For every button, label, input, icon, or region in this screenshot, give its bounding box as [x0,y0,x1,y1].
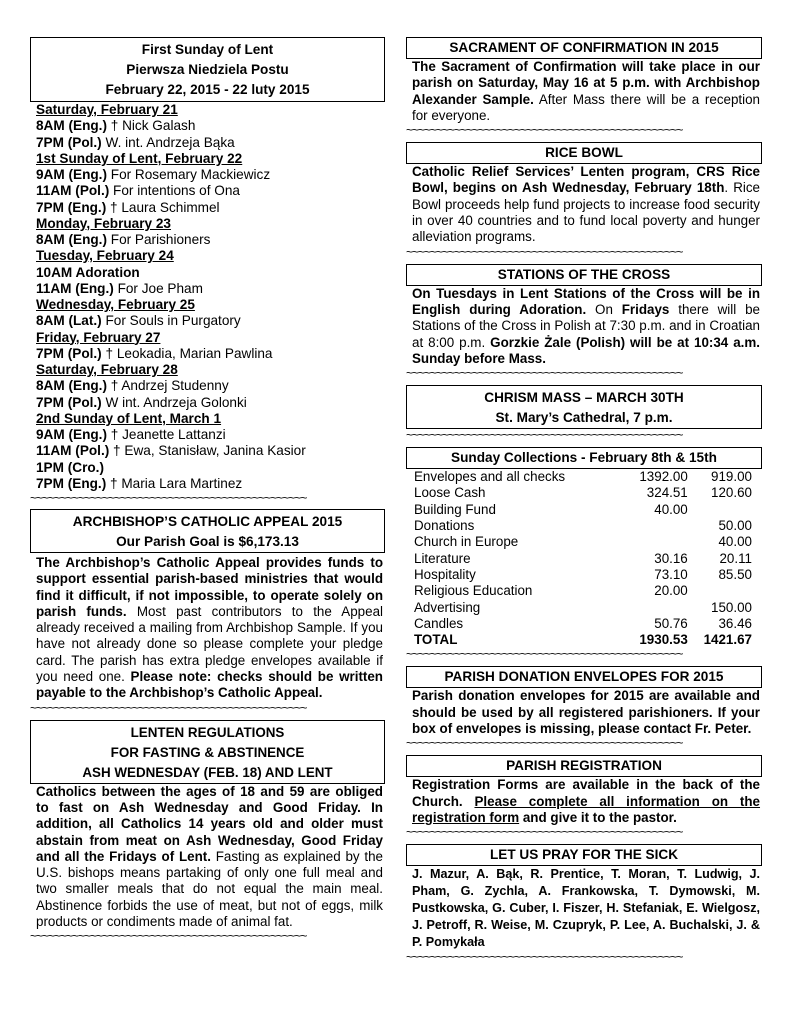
left-column [30,37,385,942]
collections-table-wrap [406,469,762,648]
collection-feb8 [610,534,688,550]
mass-time: 11AM (Pol.) [36,443,110,459]
appeal-body [30,552,385,702]
schedule-mass [36,476,385,492]
mass-time: 7PM (Pol.) [36,134,102,150]
collection-label: Candles [414,615,464,631]
envelopes-title: PARISH DONATION ENVELOPES FOR 2015 [444,669,724,685]
sick-header [406,844,762,866]
registration-body [406,777,762,826]
registration-bold: Registration Forms are available in the back of the Church. [412,777,760,809]
stations-title: STATIONS OF THE CROSS [497,266,671,282]
mass-time: 10AM Adoration [36,264,140,280]
collection-label: TOTAL [414,632,458,648]
mass-intention: For intentions of Ona [109,183,240,199]
confirmation-bold: The Sacrament of Confirmation will take place in our parish on Saturday, May 16 at 5 p.m. with Archbishop Alexander Sample. [412,59,760,107]
table-row [414,616,752,632]
collection-label: Advertising [414,599,481,615]
schedule-mass [36,183,385,199]
schedule-title: First Sunday of Lent [141,42,274,57]
collection-label: Building Fund [414,501,496,517]
mass-time: 8AM (Eng.) [36,118,107,134]
stations-bold: On Tuesdays in Lent Stations of the Cross will be in English during Adoration. [412,285,760,317]
collection-feb15: 40.00 [718,534,752,550]
lenten-subtitle-2: ASH WEDNESDAY (FEB. 18) AND LENT [82,764,333,780]
collection-feb8: 73.10 [654,566,688,582]
schedule-title-polish: Pierwsza Niedziela Postu [126,62,289,77]
collection-feb15: 36.46 [718,615,752,631]
schedule-mass [36,167,385,183]
divider: ~~~~~~~~~~~~~~~~~~~~~~~~~~~~~~~~~~~~~~~~~~~~~~ [406,429,683,442]
schedule-day: Wednesday, February 25 [36,297,195,312]
rice-bowl-bold: Catholic Relief Services’ Lenten program, CRS Rice Bowl, begins on Ash Wednesday, February 18th [412,164,760,196]
lenten-text: Fasting as explained by the U.S. bishops means partaking of only one full meal and two smaller meals that do not equal the main meal. Abstinence forbids the use of meat, but not of eggs, milk products or condiments made of animal fat. [36,848,384,930]
schedule-mass [36,265,385,281]
collection-feb15: 1421.67 [703,632,752,648]
stations-text: On [586,301,622,317]
registration-header [406,755,762,777]
collection-label: Religious Education [414,583,533,599]
mass-schedule [30,102,385,492]
mass-intention: † Leokadia, Marian Pawlina [101,345,273,361]
schedule-header [30,37,385,102]
rice-bowl-text: . Rice Bowl proceeds help fund projects to increase food security in over 40 countries and to fund local poverty and hunger alleviation programs. [412,180,761,245]
registration-title: PARISH REGISTRATION [506,758,662,774]
mass-time: 8AM (Eng.) [36,232,107,247]
collection-label: Church in Europe [414,534,519,550]
collection-feb15: 919.00 [711,469,752,485]
table-row [414,632,752,648]
divider: ~~~~~~~~~~~~~~~~~~~~~~~~~~~~~~~~~~~~~~~~~~~~~~ [406,245,683,258]
mass-time: 9AM (Eng.) [36,167,107,182]
mass-intention: † Laura Schimmel [106,199,220,215]
schedule-day: Saturday, February 28 [36,362,178,377]
stations-gorzkie: Gorzkie Żale (Polish) will be at 10:34 a.m. Sunday before Mass. [412,334,761,366]
envelopes-body [406,688,762,737]
mass-time: 8AM (Lat.) [36,313,102,329]
collection-feb15: 20.11 [719,550,752,566]
divider: ~~~~~~~~~~~~~~~~~~~~~~~~~~~~~~~~~~~~~~~~~~~~~~ [406,951,683,964]
table-row [414,534,752,550]
schedule-mass [36,346,385,362]
rice-bowl-body [406,164,762,245]
schedule-day: 1st Sunday of Lent, February 22 [36,150,243,166]
divider: ~~~~~~~~~~~~~~~~~~~~~~~~~~~~~~~~~~~~~~~~~~~~~~ [406,124,683,137]
schedule-mass [36,200,385,216]
appeal-title: ARCHBISHOP’S CATHOLIC APPEAL 2015 [72,514,343,529]
table-row [414,551,752,567]
lenten-title: LENTEN REGULATIONS [130,724,285,740]
confirmation-text: After Mass there will be a reception for everyone. [412,91,761,123]
mass-intention: † Maria Lara Martinez [106,475,243,491]
lenten-subtitle: FOR FASTING & ABSTINENCE [110,744,305,760]
schedule-day: Saturday, February 21 [36,102,178,117]
schedule-mass [36,118,385,134]
collection-feb8: 20.00 [654,583,688,599]
confirmation-header [406,37,762,59]
collection-feb15 [688,583,752,599]
schedule-mass [36,443,385,459]
schedule-day: Friday, February 27 [36,329,161,345]
collections-title: Sunday Collections - February 8th & 15th [451,450,717,466]
mass-intention: † Andrzej Studenny [106,378,229,394]
mass-intention: For Parishioners [106,232,211,247]
stations-text-2: there will be Stations of the Cross in Polish at 7:30 p.m. and in Croatian at 8:00 p.m. [412,301,760,350]
lenten-body [30,784,385,931]
confirmation-title: SACRAMENT OF CONFIRMATION IN 2015 [449,40,719,55]
sick-title: LET US PRAY FOR THE SICK [489,847,679,863]
table-row [414,518,752,534]
table-row [414,485,752,501]
mass-intention: † Ewa, Stanisław, Janina Kasior [109,443,306,459]
collection-feb8: 324.51 [646,485,688,501]
mass-intention: For Rosemary Mackiewicz [106,167,271,182]
stations-header [406,264,762,286]
collection-feb8: 1392.00 [639,469,688,485]
divider: ~~~~~~~~~~~~~~~~~~~~~~~~~~~~~~~~~~~~~~~~~~~~~~ [406,737,683,750]
chrism-header [406,385,762,429]
divider: ~~~~~~~~~~~~~~~~~~~~~~~~~~~~~~~~~~~~~~~~~~~~~~ [30,492,307,504]
schedule-dates: February 22, 2015 - 22 luty 2015 [105,82,310,97]
stations-body [406,286,762,367]
schedule-mass [36,378,385,394]
table-row [414,567,752,583]
collection-feb8 [610,600,688,616]
collection-feb8: 30.16 [654,550,688,566]
rice-bowl-header [406,142,762,164]
table-row [414,469,752,485]
collection-label: Literature [414,550,471,566]
schedule-mass [36,395,385,411]
mass-time: 9AM (Eng.) [36,427,107,442]
collection-feb15: 85.50 [718,566,752,582]
table-row [414,600,752,616]
divider: ~~~~~~~~~~~~~~~~~~~~~~~~~~~~~~~~~~~~~~~~~~~~~~ [406,648,683,661]
schedule-mass [36,232,385,248]
stations-fridays: Fridays [621,301,670,317]
appeal-note: Please note: checks should be written payable to the Archbishop’s Catholic Appeal. [36,669,383,701]
right-column [406,37,762,963]
appeal-text: Most past contributors to the Appeal already received a mailing from Archbishop Sample. If you have not already done so please complete your pledge card. The parish has extra pledge envelopes available if you need one. [36,603,383,685]
mass-intention: For Joe Pham [113,280,203,296]
lenten-header [30,720,385,784]
collection-feb8: 40.00 [654,501,688,517]
collection-label: Envelopes and all checks [414,469,566,485]
mass-time: 1PM (Cro.) [36,459,104,475]
collection-label: Hospitality [414,566,476,582]
collection-label: Donations [414,518,475,534]
schedule-mass [36,281,385,297]
envelopes-header [406,666,762,688]
mass-time: 8AM (Eng.) [36,378,107,394]
collection-feb15: 120.60 [711,485,752,501]
lenten-bold: Catholics between the ages of 18 and 59 are obliged to fast on Ash Wednesday and Good Friday. In addition, all Catholics 14 years old and older must abstain from meat on Ash Wednesday, Good Friday and all the Fridays of Lent. [36,783,383,864]
divider: ~~~~~~~~~~~~~~~~~~~~~~~~~~~~~~~~~~~~~~~~~~~~~~ [406,367,683,380]
mass-intention: W. int. Andrzeja Bąka [101,134,235,150]
collection-feb15: 150.00 [711,599,752,615]
sick-body [406,866,762,951]
mass-intention: † Nick Galash [106,118,196,134]
mass-intention: † Jeanette Lattanzi [106,427,226,442]
mass-intention: For Souls in Purgatory [101,313,241,329]
chrism-location: St. Mary’s Cathedral, 7 p.m. [495,410,673,426]
collection-feb15: 50.00 [718,518,752,534]
collection-feb8: 1930.53 [639,632,688,648]
schedule-mass [36,313,385,329]
collections-header [406,447,762,469]
table-row [414,583,752,599]
mass-time: 7PM (Pol.) [36,345,102,361]
envelopes-text: Parish donation envelopes for 2015 are available and should be used by all registered parishioners. If your box of envelopes is missing, please contact Fr. Peter. [412,688,760,737]
mass-intention: W int. Andrzeja Golonki [101,394,247,410]
collection-label: Loose Cash [414,485,486,501]
mass-time: 7PM (Eng.) [36,199,107,215]
mass-time: 7PM (Eng.) [36,475,107,491]
appeal-goal: Our Parish Goal is $6,173.13 [116,534,299,549]
divider: ~~~~~~~~~~~~~~~~~~~~~~~~~~~~~~~~~~~~~~~~~~~~~~ [406,826,683,839]
appeal-header [30,509,385,552]
confirmation-body [406,59,762,124]
collections-table [414,469,752,648]
schedule-day: Monday, February 23 [36,215,171,231]
schedule-mass [36,460,385,476]
divider: ~~~~~~~~~~~~~~~~~~~~~~~~~~~~~~~~~~~~~~~~~~~~~~ [30,701,307,714]
divider: ~~~~~~~~~~~~~~~~~~~~~~~~~~~~~~~~~~~~~~~~~~~~~~ [30,930,307,943]
mass-time: 11AM (Pol.) [36,183,110,199]
sick-names: J. Mazur, A. Bąk, R. Prentice, T. Moran, T. Ludwig, J. Pham, G. Zychla, A. Frankowska, T. Dymowski, M. Pustkowska, G. Cuber, I. Fiszer, H. Stefaniak, E. Wielgosz, J. Petroff, R. Weise, M. Czupryk, P. Lee, A. Buchalski, J. & P. Pomykała [412,867,760,950]
collection-feb15 [688,502,752,518]
registration-bold-2: and give it to the pastor. [519,809,677,825]
registration-underlined: Please complete all information on the registration form [412,793,761,825]
collection-feb8: 50.76 [654,615,688,631]
schedule-day: Tuesday, February 24 [36,248,174,264]
table-row [414,502,752,518]
collection-feb8 [610,518,688,534]
chrism-title: CHRISM MASS – MARCH 30TH [484,390,684,406]
rice-bowl-title: RICE BOWL [545,145,623,161]
schedule-mass [36,427,385,443]
schedule-mass [36,135,385,151]
mass-time: 11AM (Eng.) [36,280,114,296]
appeal-bold-intro: The Archbishop’s Catholic Appeal provides funds to support essential parish-based ministries that would find it difficult, if not impossible, to operate solely on parish funds. [36,555,383,619]
schedule-day: 2nd Sunday of Lent, March 1 [36,410,222,426]
mass-time: 7PM (Pol.) [36,394,102,410]
